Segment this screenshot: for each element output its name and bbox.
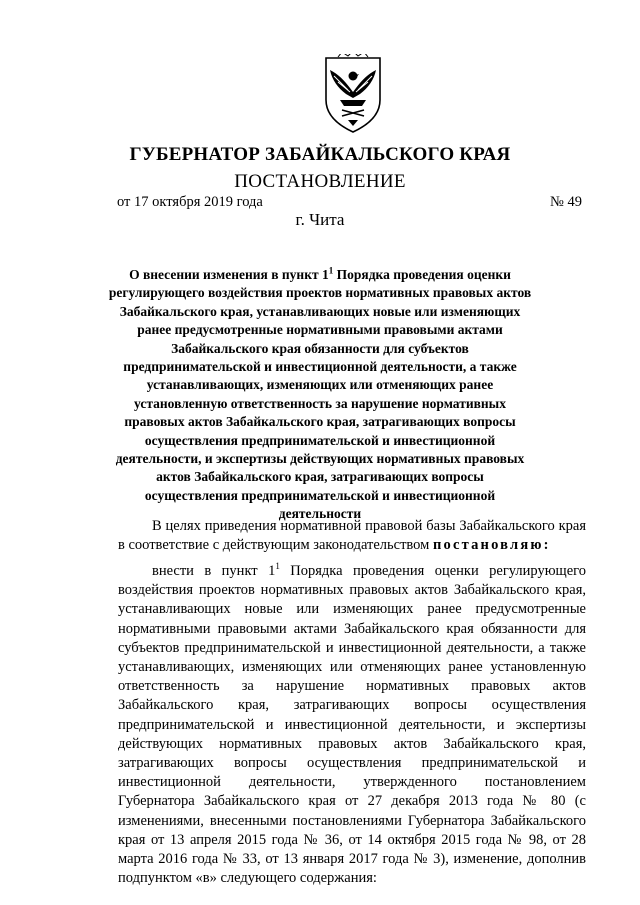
document-date: от 17 октября 2019 года: [117, 194, 263, 210]
preamble-text: В целях приведения нормативной правовой базы Забайкальского края в соответствие с действующим законодательством: [118, 518, 586, 553]
document-city: г. Чита: [295, 210, 345, 229]
title-part2: Порядка проведения оценки регулирующего воздействия проектов нормативных правовых актов Забайкальского края, устанавливающих новые или изменяющих ранее предусмотренные нормативными правовыми актами Забайкальского края обязанности для субъектов предпринимательской и инвестиционной деятельности, а также устанавливающих, изменяющих или отменяющих ранее установленную ответственность за нарушение нормативных правовых актов Забайкальского края, затрагивающих вопросы осуществления предпринимательской и инвестиционной деятельности, и экспертизы действующих нормативных правовых актов Забайкальского края, затрагивающих вопросы осуществления предпринимательской и инвестиционной деятельности: [108, 267, 532, 522]
authority-name: ГУБЕРНАТОР ЗАБАЙКАЛЬСКОГО КРАЯ: [129, 144, 511, 165]
body-superscript: 1: [275, 561, 280, 572]
body-part2: Порядка проведения оценки регулирующего воздействия проектов нормативных правовых актов Забайкальского края, устанавливающих новые или изменяющих ранее предусмотренные нормативными правовыми актами Забайкальского края обязанности для субъектов предпринимательской и инвестиционной деятельности, а также устанавливающих, изменяющих или отменяющих ранее установленную ответственность за нарушение нормативных правовых актов Забайкальского края, затрагивающих вопросы осуществления предпринимательской и инвестиционной деятельности, и экспертизы действующих нормативных правовых актов Забайкальского края, затрагивающих вопросы осуществления предпринимательской и инвестиционной деятельности, утвержденного постановлением Губернатора Забайкальского края от 27 декабря 2013 года № 80 (с изменениями, внесенными постановлениями Губернатора Забайкальского края от 13 апреля 2015 года № 36, от 14 октября 2015 года № 98, от 28 марта 2016 года № 33, от 13 января 2017 года № 3), изменение, дополнив подпунктом «в» следующего содержания:: [118, 563, 586, 887]
body-paragraph: [118, 562, 586, 888]
title-part1: О внесении изменения в пункт 1: [129, 267, 329, 282]
document-number: № 49: [550, 194, 582, 210]
document-type: ПОСТАНОВЛЕНИЕ: [234, 171, 406, 192]
preamble: [118, 517, 586, 554]
coat-of-arms-icon: [318, 54, 388, 134]
document-title: [108, 266, 532, 524]
title-superscript: 1: [328, 265, 334, 276]
body-part1: внести в пункт 1: [152, 563, 276, 579]
preamble-emphasis: постановляю:: [432, 536, 551, 553]
